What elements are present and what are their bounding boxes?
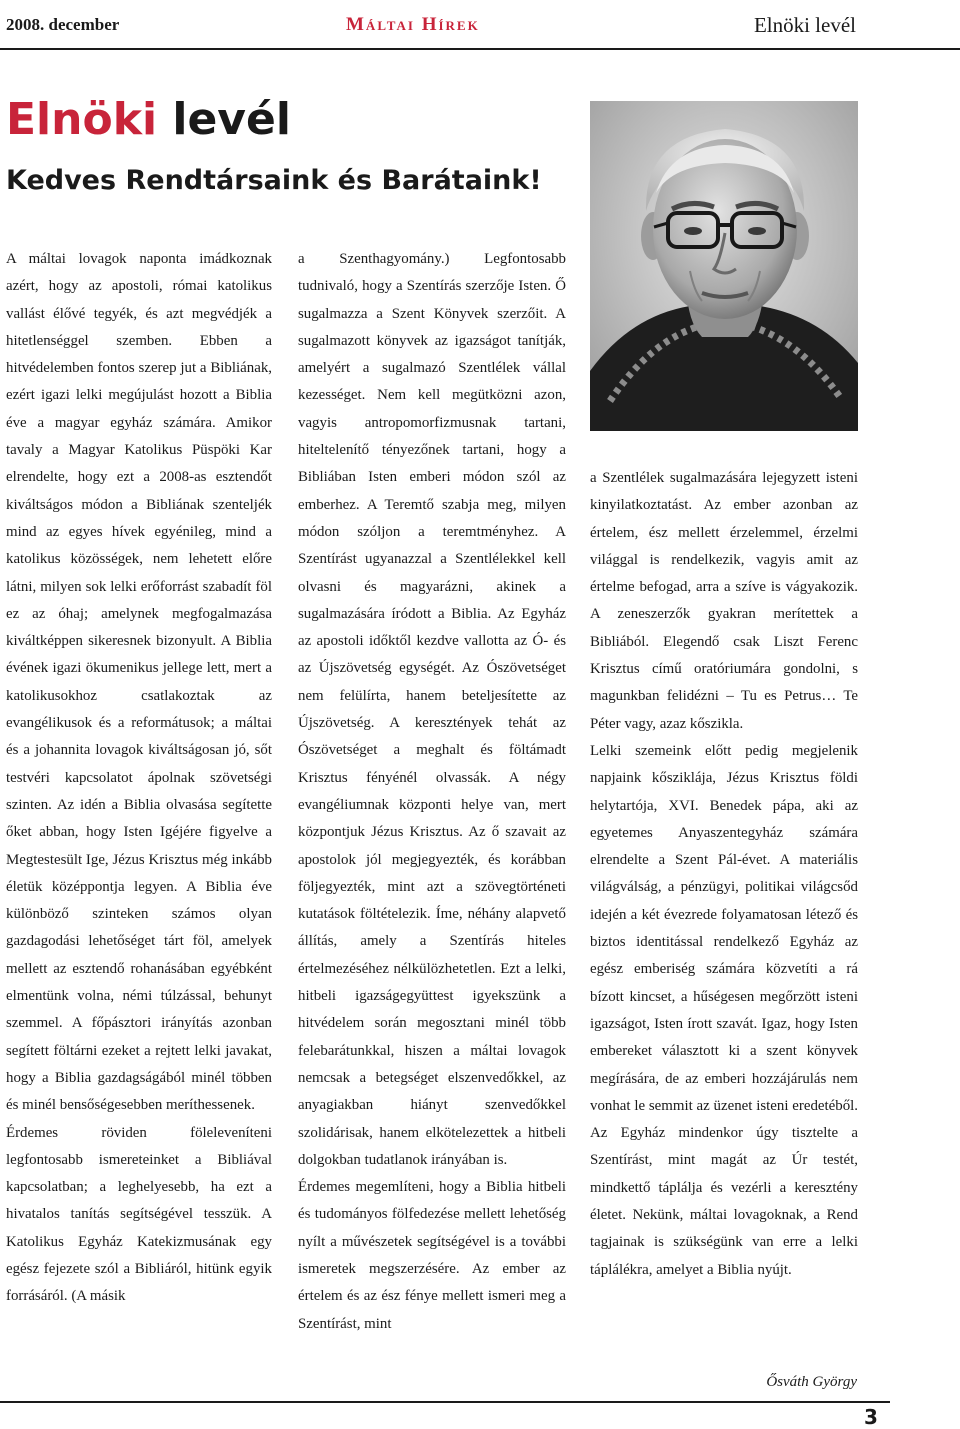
article-subtitle: Kedves Rendtársaink és Barátaink! xyxy=(6,165,542,196)
issue-date: 2008. december xyxy=(6,15,120,34)
text-column-2 xyxy=(298,246,566,1338)
section-name: Elnöki levél xyxy=(753,13,856,37)
paragraph: Lelki szemeink előtt pedig megjelenik napjaink kősziklája, Jézus Krisztus földi helytartója, XVI. Benedek pápa, aki az egyetemes Anyaszentegyház számára elrendelte a Szent Pál-évet. A materiális világválság, a pénzügyi, politikai világcsőd idején a két évezrede folyamatosan létező és biztos identitással rendelkező Egyház az egész emberiség számára közvetíti a rá bízott kincset, a hűségesen megőrzött isteni igazságot, Isten írott szavát. Igaz, hogy Isten embereket választott ki a szent könyvek megírására, de az emberi hozzájárulás nem vonhat le semmit az üzenet isteni eredetéből. Az Egyház mindenkor úgy tisztelte a Szentírást, mint magát az Úr testét, mindkettő táplálja és vezérli a keresztény életet. Nekünk, máltai lovagoknak, a Rend tagjainak is szükségünk van erre a lelki táplálékra, amelyet a Biblia nyújt. xyxy=(590,742,858,1278)
author-portrait xyxy=(590,101,858,431)
paragraph: a Szenthagyomány.) Legfontosabb tudnivaló, hogy a Szentírás szerzője Isten. Ő sugalmazza a Szent Könyvek szerzőit. A sugalmazott könyvek az igazságot tanítják, amelyért a sugalmazó Szentlélek vállal kezességet. Nem kell megütközni azon, vagyis antropomorfizmusnak tartani, hiteltelenítő tényezőnek tartani, hogy a Bibliában Isten emberi módon szól az emberhez. A Teremtő szabja meg, milyen módon szóljon a teremtményhez. A Szentírást ugyanazzal a Szentlélekkel kell olvasni és magyarázni, akinek a sugalmazására íródott a Biblia. Az Egyház az apostoli időktől kezdve vallotta az Ó- és az Újszövetség egységét. Az Ószövetséget nem felülírta, hanem beteljesítette az Újszövetség. A keresztények tehát az Ószövetséget a meghalt és föltámadt Krisztus fényénél olvassák. A négy evangéliumnak központi helye van, mert központjuk Jézus Krisztus. Az ő szavait az apostolok jól megjegyezték, és korábban följegyezték, mint azt a szövegtörténeti kutatások föltételezik. Íme, néhány alapvető állítás, amely a Szentírás hiteles értelmezéséhez nélkülözhetetlen. Ezt a lelki, hitbeli igazságegyüttest igyekszünk a hitvédelem során megosztani minél több felebarátunkkal, hiszen a máltai lovagok nemcsak a betegséget elszenvedőkkel, az anyagiakban hiányt szenvedőkkel szolidárisak, hanem elkötelezettek a hitbeli dolgokban tudatlanok irányában is. xyxy=(298,251,566,1168)
page-number: 3 xyxy=(864,1405,878,1429)
title-word-red: Elnöki xyxy=(6,94,158,145)
title-word-dark: levél xyxy=(172,94,291,145)
magazine-name: Máltai Hírek xyxy=(346,14,480,35)
paragraph: Érdemes röviden föleleveníteni legfontosabb ismereteinket a Bibliával kapcsolatban; a leghelyesebb, ha ezt a hivatalos tanítás segítségével tesszük. A Katolikus Egyház Katekizmusának egy egész fejezete szól a Bibliáról, hitünk egyik forrásáról. (A másik xyxy=(6,1124,272,1305)
paragraph: A máltai lovagok naponta imádkoznak azért, hogy az apostoli, római katolikus vallást élővé tegyék, és azt megvédjék a hitetlenséggel szemben. Ebben a hitvédelemben fontos szerep jut a Bibliának, ezért igazi lelki megújulást hozott a Biblia éve a magyar egyház számára. Amikor tavaly a Magyar Katolikus Püspöki Kar elrendelte, hogy ezt a 2008-as esztendőt kiváltságos módon a Bibliának szenteljék mind az egyes hívek egyénileg, mind a katolikus közösségek, nem lehetett előre látni, milyen sok lelki erőforrást szabadít föl ez az óhaj; amelynek megfogalmazása kiváltképpen sikeresnek bizonyult. A Biblia évének igazi ökumenikus jellege lett, mert a katolikusokhoz csatlakoztak az evangélikusok és a reformátusok; a máltai és a johannita lovagok kiváltságosan jó, sőt testvéri kapcsolatot ápolnak szövetségi szinten. Az idén a Biblia olvasása segítette őket abban, hogy Isten Igéjére figyelve a Megtestesült Ige, Jézus Krisztus még inkább életük középpontja legyen. A Biblia éve különböző szinteken számos olyan gazdagodási lehetőséget tárt föl, amelyek mellett az esztendő rohanásában egyébként elmentünk volna, némi túlzással, behunyt szemmel. A főpásztori irányítás azonban segített föltárni ezeket a rejtett lelki javakat, hogy a Biblia gazdagságából minél többen és minél bensőségesebben meríthessenek. xyxy=(6,251,272,1114)
text-column-3 xyxy=(590,465,858,1284)
page-header xyxy=(0,0,960,50)
article-title xyxy=(6,94,291,146)
footer-divider xyxy=(0,1401,890,1403)
paragraph: Érdemes megemlíteni, hogy a Biblia hitbeli és tudományos fölfedezése mellett lehetőség nyílt a művészetek segítségével is a további ismeretek megszerzésére. Az ember az értelem és az ész fénye mellett ismeri meg a Szentírást, mint xyxy=(298,1179,566,1332)
text-column-1 xyxy=(6,246,272,1311)
author-signature: Ősváth György xyxy=(766,1374,857,1390)
paragraph: a Szentlélek sugalmazására lejegyzett isteni kinyilatkoztatást. Az ember azonban az értelem, ész mellett érzelemmel, érzelmi világgal is rendelkezik, vagyis amit az értelme befogad, arra a szíve is vágyakozik. A zeneszerzők gyakran merítettek a Bibliából. Elegendő csak Liszt Ferenc Krisztus című oratóriumára gondolni, s magunkban felidézni – Tu es Petrus… Te Péter vagy, azaz kőszikla. xyxy=(590,470,858,732)
